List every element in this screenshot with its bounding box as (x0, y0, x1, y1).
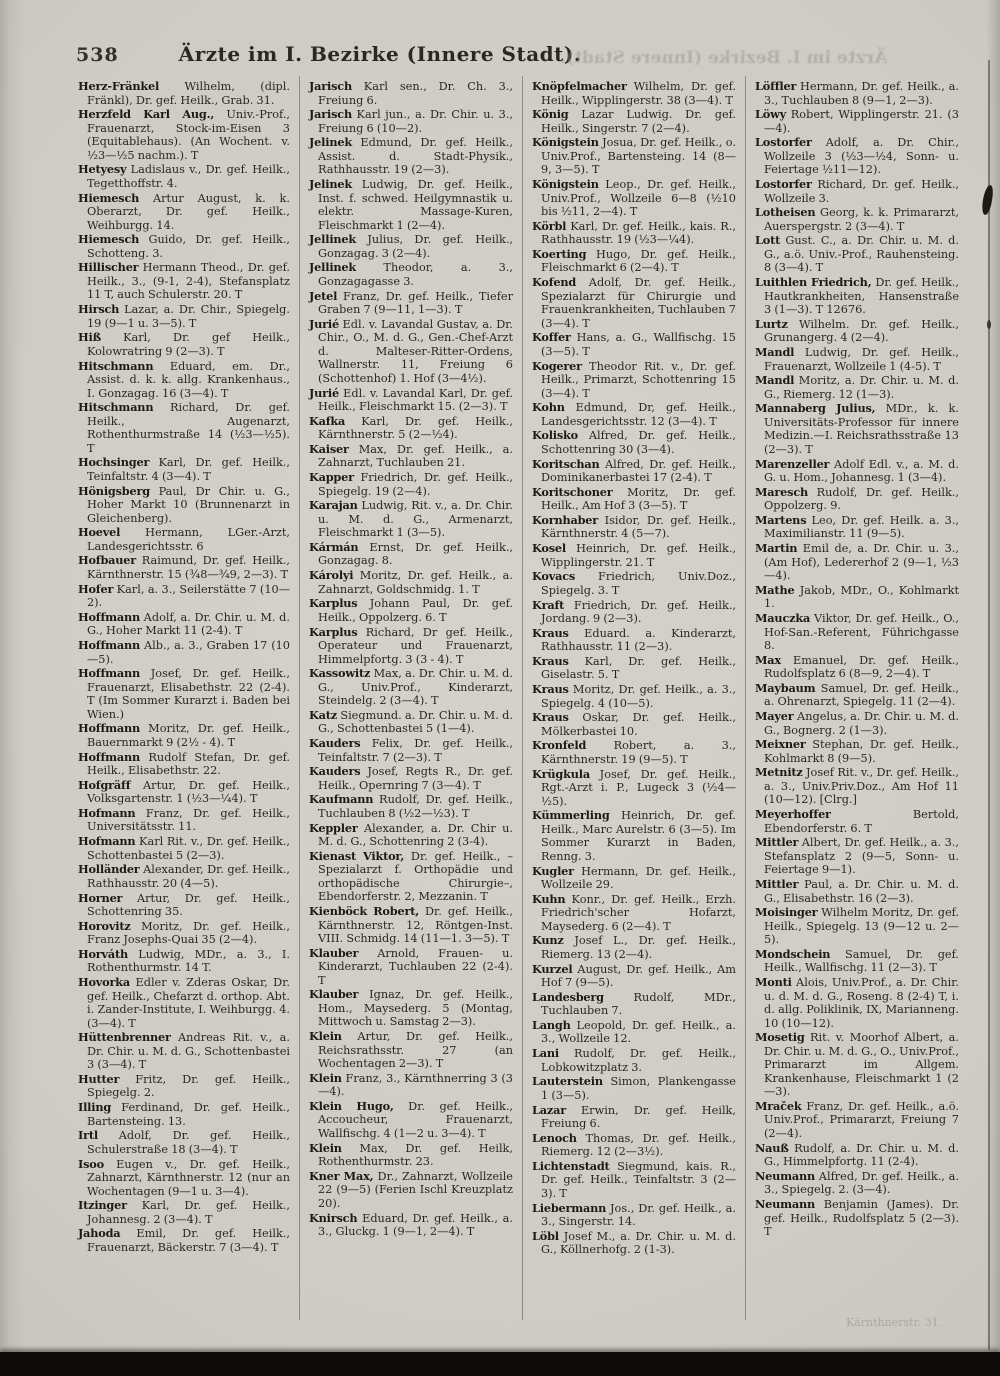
directory-entry: Lostorfer Adolf, a. Dr. Chir., Wollzeile 3 (½3—½4, Sonn- u. Feiertage ½11—12). (755, 135, 959, 177)
entry-surname: Hofmann (78, 805, 136, 820)
entry-surname: Keppler (309, 820, 358, 835)
entry-surname: Hönigsberg (78, 483, 150, 498)
entry-surname: Kornhaber (532, 512, 599, 527)
entry-surname: Mandl (755, 373, 795, 388)
entry-surname: Lostorfer (755, 177, 812, 192)
entry-surname: Irtl (78, 1128, 98, 1143)
bleed-through-header: Ärzte im I. Bezirke (Innere Stadt). (560, 48, 888, 68)
directory-entry: Horner Artur, Dr. gef. Heilk., Schottenring 35. (78, 890, 290, 918)
directory-entry: Kauders Felix, Dr. gef. Heilk., Teinfaltstr. 7 (2—3). T (309, 736, 513, 764)
directory-entry: Kienast Viktor, Dr. gef. Heilk., –Spezialarzt f. Orthopädie und orthopädische Chirurgie–, Ebendorferstr. 2, Mezzanin. T (309, 848, 513, 904)
entry-surname: Hüttenbrenner (78, 1030, 171, 1045)
directory-entry: Luithlen Friedrich, Dr. gef. Heilk., Hautkrankheiten, Hansenstraße 3 (1—3). T 12676. (755, 275, 959, 317)
directory-entry: Jurié Edl. v. Lavandal Karl, Dr. gef. Heilk., Fleischmarkt 15. (2—3). T (309, 385, 513, 413)
directory-entry: Krügkula Josef, Dr. gef. Heilk., Rgt.-Arzt i. P., Lugeck 3 (½4—½5). (532, 766, 736, 808)
directory-columns (76, 76, 968, 1320)
entry-surname: Kofend (532, 275, 577, 290)
directory-entry: Jurié Edl. v. Lavandal Gustav, a. Dr. Chir., O., M. d. G., Gen.-Chef-Arzt d. Malteser-Ritter-Ordens, Wallnerstr. 11, Freiung 6 (Schottenhof) 1. Hof (3—4½). (309, 316, 513, 385)
directory-entry: Mittler Albert, Dr. gef. Heilk., a. 3., Stefansplatz 2 (9—5, Sonn- u. Feiertage 9—1). (755, 835, 959, 877)
directory-entry: Moisinger Wilhelm Moritz, Dr. gef. Heilk., Spiegelg. 13 (9—12 u. 2—5). (755, 905, 959, 947)
directory-entry: Hoffmann Adolf, a. Dr. Chir. u. M. d. G., Hoher Markt 11 (2-4). T (78, 609, 290, 638)
entry-surname: Kugler (532, 863, 574, 878)
directory-entry: Koffer Hans, a. G., Wallfischg. 15 (3—5). T (532, 330, 736, 358)
directory-entry: Kuhn Konr., Dr. gef. Heilk., Erzh. Friedrich'scher Hofarzt, Maysederg. 6 (2—4). T (532, 891, 736, 933)
scan-background-bar (0, 1352, 1000, 1376)
directory-entry: Kaufmann Rudolf, Dr. gef. Heilk., Tuchlauben 8 (½2—½3). T (309, 792, 513, 820)
page-edge-line (988, 60, 990, 1350)
entry-surname: Horváth (78, 946, 129, 961)
entry-surname: Maybaum (755, 680, 816, 695)
entry-surname: Kapper (309, 470, 354, 485)
directory-entry: Körbl Karl, Dr. gef. Heilk., kais. R., Rathhausstr. 19 (½3—¼4). (532, 218, 736, 247)
directory-entry: Jarisch Karl sen., Dr. Ch. 3., Freiung 6. (309, 79, 513, 107)
entry-surname: Jelinek (309, 135, 352, 150)
directory-entry: Lotheisen Georg, k. k. Primararzt, Auerspergstr. 2 (3—4). T (755, 205, 959, 233)
entry-surname: Maresch (755, 484, 809, 499)
entry-surname: Kogerer (532, 358, 582, 373)
entry-surname: Körbl (532, 218, 567, 233)
entry-surname: Marenzeller (755, 456, 830, 471)
directory-entry: Karajan Ludwig, Rit. v., a. Dr. Chir. u. M. d. G., Armenarzt, Fleischmarkt 1 (3—5). (309, 498, 513, 540)
directory-entry: Kauders Josef, Regts R., Dr. gef. Heilk., Opernring 7 (3—4). T (309, 764, 513, 792)
entry-surname: Mraček (755, 1098, 802, 1113)
directory-entry: Hutter Fritz, Dr. gef. Heilk., Spiegelg. 2. (78, 1071, 290, 1100)
directory-entry: Meixner Stephan, Dr. gef. Heilk., Kohlmarkt 8 (9—5). (755, 737, 959, 765)
entry-surname: Hiß (78, 330, 101, 345)
entry-surname: Krügkula (532, 766, 590, 781)
entry-surname: Kner Max, (309, 1168, 374, 1183)
entry-surname: Jellinek (309, 260, 357, 275)
directory-entry: Metnitz Josef Rit. v., Dr. gef. Heilk., a. 3., Univ.Priv.Doz., Am Hof 11 (10—12). [Clrg.] (755, 765, 959, 807)
entry-surname: Liebermann (532, 1200, 607, 1215)
column-1 (76, 76, 299, 1320)
entry-surname: Mathe (755, 582, 795, 597)
entry-surname: Lurtz (755, 316, 788, 331)
entry-surname: Kronfeld (532, 738, 587, 753)
entry-surname: Lotheisen (755, 205, 816, 220)
entry-surname: Kraus (532, 682, 569, 697)
directory-entry: Maybaum Samuel, Dr. gef. Heilk., a. Ohrenarzt, Spiegelg. 11 (2—4). (755, 680, 959, 709)
entry-surname: Kraft (532, 597, 565, 612)
entry-surname: Horner (78, 890, 123, 905)
entry-surname: Löwy (755, 107, 786, 122)
entry-surname: Jarisch (309, 107, 352, 122)
entry-surname: Lott (755, 233, 781, 248)
directory-entry: Koritschoner Moritz, Dr. gef. Heilk., Am Hof 3 (3—5). T (532, 484, 736, 513)
column-4 (745, 76, 968, 1320)
directory-entry: Holländer Alexander, Dr. gef. Heilk., Rathhausstr. 20 (4—5). (78, 862, 290, 890)
entry-surname: Karplus (309, 624, 358, 639)
directory-entry: Jahoda Emil, Dr. gef. Heilk., Frauenarzt, Bäckerstr. 7 (3—4). T (78, 1226, 290, 1254)
entry-surname: Hoffmann (78, 609, 141, 624)
entry-surname: Nauß (755, 1140, 789, 1155)
directory-entry: Neumann Benjamin (James). Dr. gef. Heilk., Rudolfsplatz 5 (2—3). T (755, 1197, 959, 1238)
directory-entry: Mosetig Rit. v. Moorhof Albert, a. Dr. Chir. u. M. d. G., O., Univ.Prof., Primararzt im Allgem. Krankenhause, Fleischmarkt 1 (2—3). (755, 1030, 959, 1099)
entry-surname: Hillischer (78, 260, 139, 275)
entry-surname: Koffer (532, 330, 571, 345)
entry-surname: Klein Hugo, (309, 1098, 394, 1113)
directory-entry: Landesberg Rudolf, MDr., Tuchlauben 7. (532, 989, 736, 1018)
directory-entry: Lichtenstadt Siegmund, kais. R., Dr. gef. Heilk., Teinfaltstr. 3 (2—3). T (532, 1158, 736, 1200)
directory-entry: Hönigsberg Paul, Dr Chir. u. G., Hoher Markt 10 (Brunnenarzt in Gleichenberg). (78, 483, 290, 525)
entry-surname: Kienast Viktor, (309, 848, 405, 863)
directory-entry: Karplus Johann Paul, Dr. gef. Heilk., Oppolzerg. 6. T (309, 596, 513, 624)
entry-surname: Kunz (532, 933, 564, 948)
directory-entry: Hoffmann Josef, Dr. gef. Heilk., Frauenarzt, Elisabethstr. 22 (2-4). T (Im Sommer Kurarzt i. Baden bei Wien.) (78, 666, 290, 721)
directory-entry: Jetel Franz, Dr. gef. Heilk., Tiefer Graben 7 (9—11, 1—3). T (309, 288, 513, 317)
directory-entry: Löffler Hermann, Dr. gef. Heilk., a. 3., Tuchlauben 8 (9—1, 2—3). (755, 79, 959, 107)
directory-entry: Koritschan Alfred, Dr. gef. Heilk., Dominikanerbastei 17 (2-4). T (532, 456, 736, 485)
entry-surname: Katz (309, 707, 337, 722)
entry-surname: Monti (755, 975, 792, 990)
entry-surname: Jelinek (309, 177, 352, 192)
directory-entry: Lurtz Wilhelm. Dr. gef. Heilk., Grunangerg. 4 (2—4). (755, 316, 959, 345)
directory-entry: Hovorka Edler v. Zderas Oskar, Dr. gef. Heilk., Chefarzt d. orthop. Abt. i. Zander-Institute, I. Weihburgg. 4. (3—4). T (78, 975, 290, 1030)
entry-surname: Kohn (532, 400, 565, 415)
directory-entry: Mauczka Viktor, Dr. gef. Heilk., O., Hof-San.-Referent, Führichgasse 8. (755, 611, 959, 652)
directory-entry: Jellinek Julius, Dr. gef. Heilk., Gonzagag. 3 (2—4). (309, 232, 513, 260)
entry-surname: Mondschein (755, 946, 831, 961)
entry-surname: Herz-Fränkel (78, 79, 160, 93)
directory-entry: Mandl Moritz, a. Dr. Chir. u. M. d. G., Riemerg. 12 (1—3). (755, 373, 959, 401)
entry-surname: Jurié (309, 316, 339, 331)
directory-entry: Löwy Robert, Wipplingerstr. 21. (3—4). (755, 107, 959, 135)
directory-entry: Hiemesch Artur August, k. k. Oberarzt, Dr. gef. Heilk., Weihburgg. 14. (78, 190, 290, 232)
entry-surname: Langh (532, 1017, 571, 1032)
directory-entry: Hillischer Hermann Theod., Dr. gef. Heilk., 3., (9-1, 2-4), Stefansplatz 11 T, auch Schulerstr. 20. T (78, 260, 290, 302)
entry-surname: Mittler (755, 835, 799, 850)
directory-entry: Hüttenbrenner Andreas Rit. v., a. Dr. Chir. u. M. d. G., Schottenbastei 3 (3—4). T (78, 1030, 290, 1072)
entry-surname: Knöpfelmacher (532, 79, 627, 93)
entry-surname: Koritschoner (532, 484, 613, 499)
entry-surname: Kosel (532, 541, 566, 556)
directory-entry: Hiemesch Guido, Dr. gef. Heilk., Schotteng. 3. (78, 232, 290, 260)
directory-entry: Károlyi Moritz, Dr. gef. Heilk., a. Zahnarzt, Goldschmidg. 1. T (309, 568, 513, 596)
entry-surname: Lauterstein (532, 1074, 603, 1089)
entry-surname: Metnitz (755, 765, 803, 780)
entry-surname: Neumann (755, 1168, 816, 1183)
directory-entry: Herz-Fränkel Wilhelm, (dipl. Fränkl), Dr. gef. Heilk., Grab. 31. (78, 79, 290, 107)
directory-entry: Horovitz Moritz, Dr. gef. Heilk., Franz Josephs-Quai 35 (2—4). (78, 918, 290, 947)
entry-surname: Kuhn (532, 891, 566, 906)
directory-entry: Klauber Arnold, Frauen- u. Kinderarzt, Tuchlauben 22 (2-4). T (309, 945, 513, 987)
directory-entry: Mannaberg Julius, MDr., k. k. Universitäts-Professor für innere Medizin.—I. Reichsrathsstraße 13 (2—3). T (755, 401, 959, 456)
directory-entry: Kraus Oskar, Dr. gef. Heilk., Mölkerbastei 10. (532, 710, 736, 738)
directory-entry: Kafka Karl, Dr. gef. Heilk., Kärnthnerstr. 5 (2—½4). (309, 413, 513, 442)
entry-surname: Hofer (78, 581, 114, 596)
entry-surname: Hovorka (78, 975, 131, 990)
directory-entry: Kornhaber Isidor, Dr. gef. Heilk., Kärnthnerstr. 4 (5—7). (532, 512, 736, 541)
entry-surname: Jahoda (78, 1226, 121, 1241)
entry-surname: Martin (755, 541, 798, 556)
directory-entry: Kraus Eduard. a. Kinderarzt, Rathhausstr. 11 (2—3). (532, 625, 736, 654)
directory-entry: Nauß Rudolf, a. Dr. Chir. u. M. d. G., Himmelpfortg. 11 (2-4). (755, 1140, 959, 1169)
directory-entry: Isoo Eugen v., Dr. gef. Heilk., Zahnarzt, Kärnthnerstr. 12 (nur an Wochentagen (9—1 u. 3—4). (78, 1156, 290, 1198)
ink-speck (987, 320, 991, 329)
directory-entry: Klein Artur, Dr. gef. Heilk., Reichsrathsstr. 27 (an Wochentagen 2—3). T (309, 1029, 513, 1071)
entry-surname: Kovacs (532, 569, 576, 584)
entry-surname: Hofgräff (78, 777, 131, 792)
directory-entry: Hochsinger Karl, Dr. gef. Heilk., Teinfaltstr. 4 (3—4). T (78, 455, 290, 483)
directory-entry: Horváth Ludwig, MDr., a. 3., I. Rothenthurmstr. 14 T. (78, 946, 290, 975)
directory-entry: Hitschmann Eduard, em. Dr., Assist. d. k. k. allg. Krankenhaus., I. Gonzagag. 16 (3—4). T (78, 358, 290, 400)
entry-surname: Lostorfer (755, 135, 812, 150)
directory-entry: Keppler Alexander, a. Dr. Chir u. M. d. G., Schottenring 2 (3-4). (309, 820, 513, 849)
column-3 (522, 76, 745, 1320)
directory-entry: Hoffmann Alb., a. 3., Graben 17 (10—5). (78, 638, 290, 666)
entry-surname: Löbl (532, 1228, 559, 1243)
entry-surname: Klein (309, 1029, 342, 1044)
entry-surname: Kraus (532, 625, 569, 640)
entry-surname: Hiemesch (78, 232, 140, 247)
directory-entry: Kassowitz Max, a. Dr. Chir. u. M. d. G., Univ.Prof., Kinderarzt, Steindelg. 2 (3—4). T (309, 666, 513, 708)
directory-entry: Kurzel August, Dr. gef. Heilk., Am Hof 7 (9—5). (532, 961, 736, 990)
directory-entry: Kovacs Friedrich, Univ.Doz., Spiegelg. 3. T (532, 569, 736, 597)
page-title: Ärzte im I. Bezirke (Innere Stadt). (178, 42, 582, 66)
directory-entry: Mathe Jakob, MDr., O., Kohlmarkt 1. (755, 582, 959, 611)
directory-entry: Lenoch Thomas, Dr. gef. Heilk., Riemerg. 12 (2—3½). (532, 1130, 736, 1159)
entry-surname: Itzinger (78, 1198, 127, 1213)
directory-entry: König Lazar Ludwig. Dr. gef. Heilk., Singerstr. 7 (2—4). (532, 107, 736, 135)
entry-surname: Hirsch (78, 302, 120, 317)
entry-surname: Lazar (532, 1102, 566, 1117)
directory-entry: Lott Gust. C., a. Dr. Chir. u. M. d. G., a.ö. Univ.-Prof., Rauhensteing. 8 (3—4). T (755, 233, 959, 275)
entry-surname: Königstein (532, 177, 599, 192)
entry-surname: Hoffmann (78, 638, 141, 652)
entry-surname: Illing (78, 1100, 112, 1115)
entry-surname: Lichtenstadt (532, 1158, 610, 1173)
entry-surname: Meyerhoffer (755, 807, 831, 822)
directory-entry: Jellinek Theodor, a. 3., Gonzagagasse 3. (309, 260, 513, 288)
directory-entry: Martens Leo, Dr. gef. Heilk. a. 3., Maximilianstr. 11 (9—5). (755, 512, 959, 541)
directory-entry: Hofgräff Artur, Dr. gef. Heilk., Volksgartenstr. 1 (½3—¼4). T (78, 777, 290, 806)
entry-surname: Hofmann (78, 834, 136, 849)
directory-entry: Kogerer Theodor Rit. v., Dr. gef. Heilk., Primarzt, Schottenring 15 (3—4). T (532, 358, 736, 400)
entry-surname: Kauders (309, 764, 361, 779)
directory-entry: Kofend Adolf, Dr. gef. Heilk., Spezialarzt für Chirurgie und Frauenkrankheiten, Tuchlauben 7 (3—4). T (532, 275, 736, 330)
entry-surname: Löffler (755, 79, 797, 93)
directory-entry: Jelinek Edmund, Dr. gef. Heilk., Assist. d. Stadt-Physik., Rathhausstr. 19 (2—3). (309, 135, 513, 177)
entry-surname: Kraus (532, 653, 569, 668)
entry-surname: Hoffmann (78, 721, 141, 736)
directory-entry: Kraft Friedrich, Dr. gef. Heilk., Jordang. 9 (2—3). (532, 597, 736, 625)
directory-entry: Königstein Leop., Dr. gef. Heilk., Univ.Prof., Wollzeile 6—8 (½10 bis ½11, 2—4). T (532, 177, 736, 219)
entry-surname: Herzfeld Karl Aug., (78, 107, 215, 122)
directory-entry: Mandl Ludwig, Dr. gef. Heilk., Frauenarzt, Wollzeile 1 (4-5). T (755, 345, 959, 373)
entry-surname: Hitschmann (78, 358, 154, 373)
directory-entry: Hirsch Lazar, a. Dr. Chir., Spiegelg. 19 (9—1 u. 3—5). T (78, 302, 290, 330)
entry-surname: Hitschmann (78, 400, 154, 415)
entry-surname: Jellinek (309, 232, 357, 247)
directory-entry: Knöpfelmacher Wilhelm, Dr. gef. Heilk., Wipplingerstr. 38 (3—4). T (532, 79, 736, 107)
entry-surname: Hiemesch (78, 190, 140, 205)
directory-entry: Itzinger Karl, Dr. gef. Heilk., Johannesg. 2 (3—4). T (78, 1198, 290, 1226)
entry-surname: Horovitz (78, 918, 131, 933)
bleed-through-margin-text: Kärnthnerstr. 31. (846, 1316, 943, 1329)
entry-surname: Klauber (309, 945, 359, 960)
entry-surname: Mosetig (755, 1030, 805, 1045)
entry-surname: Meixner (755, 737, 806, 752)
directory-entry: Klein Max, Dr. gef. Heilk, Rothenthurmstr. 23. (309, 1140, 513, 1169)
directory-entry: Kosel Heinrich, Dr. gef. Heilk., Wipplingerstr. 21. T (532, 541, 736, 569)
directory-entry: Löbl Josef M., a. Dr. Chir. u. M. d. G., Köllnerhofg. 2 (1-3). (532, 1228, 736, 1257)
directory-entry: Klauber Ignaz, Dr. gef. Heilk., Hom., Maysederg. 5 (Montag, Mittwoch u. Samstag 2—3). (309, 987, 513, 1029)
directory-entry: Mittler Paul, a. Dr. Chir. u. M. d. G., Elisabethstr. 16 (2—3). (755, 877, 959, 905)
entry-surname: Mandl (755, 345, 795, 359)
directory-entry: Max Emanuel, Dr. gef. Heilk., Rudolfsplatz 6 (8—9, 2—4). T (755, 652, 959, 681)
directory-entry: Liebermann Jos., Dr. gef. Heilk., a. 3., Singerstr. 14. (532, 1200, 736, 1229)
directory-entry: Kapper Friedrich, Dr. gef. Heilk., Spiegelg. 19 (2—4). (309, 470, 513, 498)
directory-entry: Langh Leopold, Dr. gef. Heilk., a. 3., Wollzeile 12. (532, 1017, 736, 1046)
entry-surname: Jurié (309, 385, 339, 400)
directory-entry: Lauterstein Simon, Plankengasse 1 (3—5). (532, 1074, 736, 1102)
entry-surname: Kümmerling (532, 808, 610, 823)
directory-entry: Kolisko Alfred, Dr. gef. Heilk., Schottenring 30 (3—4). (532, 428, 736, 456)
directory-entry: Hofmann Franz, Dr. gef. Heilk., Universitätsstr. 11. (78, 805, 290, 834)
entry-surname: König (532, 107, 569, 122)
directory-entry: Klein Hugo, Dr. gef. Heilk., Accoucheur, Frauenarzt, Wallfischg. 4 (1—2 u. 3—4). T (309, 1098, 513, 1140)
entry-surname: Hoffmann (78, 666, 141, 681)
directory-entry: Klein Franz, 3., Kärnthnerring 3 (3—4). (309, 1070, 513, 1099)
directory-entry: Irtl Adolf, Dr. gef. Heilk., Schulerstraße 18 (3—4). T (78, 1128, 290, 1156)
directory-entry: Kronfeld Robert, a. 3., Kärnthnerstr. 19 (9—5). T (532, 738, 736, 766)
directory-entry: Hiß Karl, Dr. gef Heilk., Kolowratring 9 (2—3). T (78, 330, 290, 358)
entry-surname: Mayer (755, 709, 794, 724)
directory-entry: Mraček Franz, Dr. gef. Heilk., a.ö. Univ.Prof., Primararzt, Freiung 7 (2—4). (755, 1098, 959, 1140)
directory-entry: Kaiser Max, Dr. gef. Heilk., a. Zahnarzt, Tuchlauben 21. (309, 441, 513, 470)
entry-surname: Kauders (309, 736, 361, 751)
entry-surname: Neumann (755, 1197, 816, 1211)
directory-entry: Hetyesy Ladislaus v., Dr. gef. Heilk., Tegetthoffstr. 4. (78, 162, 290, 190)
directory-entry: Hoffmann Rudolf Stefan, Dr. gef. Heilk., Elisabethstr. 22. (78, 749, 290, 778)
directory-entry: Kraus Moritz, Dr. gef. Heilk., a. 3., Spiegelg. 4 (10—5). (532, 682, 736, 710)
entry-surname: Moisinger (755, 905, 818, 920)
entry-surname: Hofbauer (78, 553, 137, 568)
entry-surname: Kolisko (532, 428, 579, 443)
book-gutter-shadow (0, 0, 26, 1376)
directory-entry: Kraus Karl, Dr. gef. Heilk., Giselastr. 5. T (532, 653, 736, 682)
entry-surname: Koritschan (532, 456, 600, 471)
directory-entry: Hofer Karl, a. 3., Seilerstätte 7 (10—2). (78, 581, 290, 610)
entry-surname: Kienböck Robert, (309, 904, 419, 918)
entry-surname: Klauber (309, 987, 359, 1002)
directory-entry: Marenzeller Adolf Edl. v., a. M. d. G. u. Hom., Johannesg. 1 (3—4). (755, 456, 959, 485)
directory-entry: Jarisch Karl jun., a. Dr. Chir. u. 3., Freiung 6 (10—2). (309, 107, 513, 135)
directory-entry: Kunz Josef L., Dr. gef. Heilk., Riemerg. 13 (2—4). (532, 933, 736, 961)
entry-surname: Kaufmann (309, 792, 374, 807)
column-2 (299, 76, 522, 1320)
entry-surname: Kaiser (309, 441, 349, 456)
entry-surname: Karajan (309, 498, 358, 513)
directory-entry: Kugler Hermann, Dr. gef. Heilk., Wollzeile 29. (532, 863, 736, 891)
entry-surname: Jarisch (309, 79, 352, 93)
entry-surname: Kraus (532, 710, 569, 725)
entry-surname: Lani (532, 1046, 559, 1061)
entry-surname: Koerting (532, 246, 587, 261)
page-number: 538 (76, 44, 119, 66)
directory-entry: Illing Ferdinand, Dr. gef. Heilk., Bartensteing. 13. (78, 1100, 290, 1128)
directory-entry: Kner Max, Dr., Zahnarzt, Wollzeile 22 (9—5) (Ferien Ischl Kreuzplatz 20). (309, 1168, 513, 1210)
entry-surname: Martens (755, 512, 807, 527)
directory-entry: Katz Siegmund. a. Dr. Chir. u. M. d. G., Schottenbastei 5 (1—4). (309, 707, 513, 736)
directory-entry: Hoevel Hermann, LGer.-Arzt, Landesgerichtsstr. 6 (78, 525, 290, 553)
directory-entry: Kienböck Robert, Dr. gef. Heilk., Kärnthnerstr. 12, Röntgen-Inst. VIII. Schmidg. 14 (11—1. 3—5). T (309, 904, 513, 945)
entry-surname: Károlyi (309, 568, 354, 583)
entry-surname: Kassowitz (309, 666, 371, 681)
entry-surname: Hoevel (78, 525, 121, 540)
directory-entry: Hofmann Karl Rit. v., Dr. gef. Heilk., Schottenbastei 5 (2—3). (78, 834, 290, 862)
entry-surname: Mannaberg Julius, (755, 401, 876, 416)
directory-entry: Knirsch Eduard, Dr. gef. Heilk., a. 3., Gluckg. 1 (9—1, 2—4). T (309, 1210, 513, 1238)
entry-surname: Klein (309, 1140, 342, 1155)
entry-surname: Königstein (532, 135, 599, 150)
directory-entry: Monti Alois, Univ.Prof., a. Dr. Chir. u. d. M. d. G., Roseng. 8 (2-4) T, i. d. allg. Poliklinik, IX, Marianneng. 10 (10—12). (755, 975, 959, 1030)
directory-entry: Lazar Erwin, Dr. gef. Heilk, Freiung 6. (532, 1102, 736, 1130)
directory-entry: Meyerhoffer Bertold, Ebendorferstr. 6. T (755, 807, 959, 835)
entry-surname: Kafka (309, 413, 346, 428)
entry-surname: Mittler (755, 877, 799, 891)
directory-entry: Hitschmann Richard, Dr. gef. Heilk., Augenarzt, Rothenthurmstraße 14 (½3—½5). T (78, 400, 290, 455)
directory-entry: Kármán Ernst, Dr. gef. Heilk., Gonzagag. 8. (309, 539, 513, 568)
entry-surname: Max (755, 652, 781, 667)
directory-entry: Lostorfer Richard, Dr. gef. Heilk., Wollzeile 3. (755, 177, 959, 205)
directory-entry: Hofbauer Raimund, Dr. gef. Heilk., Kärnthnerstr. 15 (¾8—¾9, 2—3). T (78, 553, 290, 581)
entry-surname: Kármán (309, 539, 359, 554)
directory-entry: Martin Emil de, a. Dr. Chir. u. 3., (Am Hof), Ledererhof 2 (9—1, ½3—4). (755, 541, 959, 583)
directory-entry: Kümmerling Heinrich, Dr. gef. Heilk., Marc Aurelstr. 6 (3—5). Im Sommer Kurarzt in Baden, Renng. 3. (532, 808, 736, 863)
entry-surname: Klein (309, 1070, 342, 1085)
entry-surname: Lenoch (532, 1130, 577, 1145)
directory-entry: Neumann Alfred, Dr. gef. Heilk., a. 3., Spiegelg. 2. (3—4). (755, 1168, 959, 1197)
entry-surname: Jetel (309, 288, 338, 303)
entry-surname: Kurzel (532, 961, 573, 976)
entry-surname: Karplus (309, 596, 358, 611)
entry-surname: Holländer (78, 862, 140, 877)
entry-surname: Luithlen Friedrich, (755, 275, 872, 290)
directory-entry: Lani Rudolf, Dr. gef. Heilk., Lobkowitzplatz 3. (532, 1046, 736, 1074)
entry-surname: Hochsinger (78, 455, 150, 470)
entry-surname: Landesberg (532, 989, 604, 1004)
entry-surname: Hetyesy (78, 162, 127, 177)
directory-entry: Maresch Rudolf, Dr. gef. Heilk., Oppolzerg. 9. (755, 484, 959, 513)
directory-entry: Koerting Hugo, Dr. gef. Heilk., Fleischmarkt 6 (2—4). T (532, 246, 736, 275)
directory-entry: Karplus Richard, Dr gef. Heilk., Operateur und Frauenarzt, Himmelpfortg. 3 (3 - 4). T (309, 624, 513, 666)
directory-entry: Königstein Josua, Dr. gef. Heilk., o. Univ.Prof., Bartensteing. 14 (8—9, 3—5). T (532, 135, 736, 177)
directory-entry: Hoffmann Moritz, Dr. gef. Heilk., Bauernmarkt 9 (2½ - 4). T (78, 721, 290, 749)
directory-entry: Mayer Angelus, a. Dr. Chir. u. M. d. G., Bognerg. 2 (1—3). (755, 709, 959, 737)
entry-surname: Mauczka (755, 611, 811, 625)
entry-surname: Hutter (78, 1071, 120, 1086)
directory-entry: Herzfeld Karl Aug., Univ.-Prof., Frauenarzt, Stock-im-Eisen 3 (Equitablehaus). (An Wochent. v. ½3—½5 nachm.). T (78, 107, 290, 162)
entry-surname: Hoffmann (78, 749, 141, 764)
entry-surname: Knirsch (309, 1210, 358, 1225)
directory-entry: Jelinek Ludwig, Dr. gef. Heilk., Inst. f. schwed. Heilgymnastik u. elektr. Massage-Kuren, Fleischmarkt 1 (2—4). (309, 177, 513, 232)
directory-entry: Kohn Edmund, Dr, gef. Heilk., Landesgerichtsstr. 12 (3—4). T (532, 400, 736, 428)
directory-entry: Mondschein Samuel, Dr. gef. Heilk., Wallfischg. 11 (2—3). T (755, 946, 959, 975)
entry-surname: Isoo (78, 1156, 104, 1171)
